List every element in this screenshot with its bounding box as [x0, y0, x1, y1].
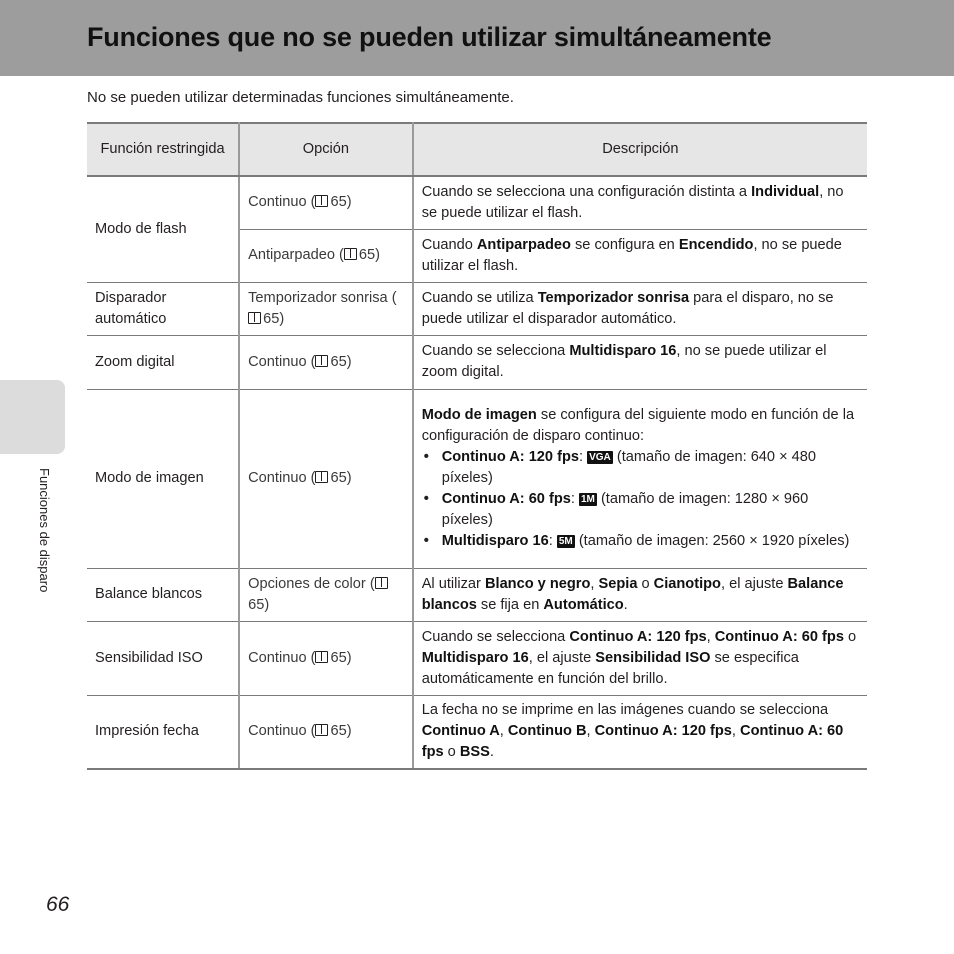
bullet-text: (tamaño de imagen: 640 × 480 píxeles): [441, 449, 817, 486]
desc-text: La fecha no se imprime en las imágenes cuando se selecciona: [421, 702, 829, 719]
bullet-text: (tamaño de imagen: 2560 × 1920 píxeles): [574, 533, 850, 549]
desc-text: o: [443, 744, 460, 761]
table-row: [87, 389, 867, 568]
desc-bold: Cianotipo: [653, 575, 721, 592]
desc-bold: Encendido: [678, 236, 754, 253]
section-tab: [0, 380, 65, 454]
desc-text: .: [489, 744, 494, 761]
description-cell: [413, 621, 867, 695]
desc-text: ,: [499, 723, 508, 740]
desc-text: , no se puede utilizar el zoom digital.: [421, 343, 827, 380]
page-reference-icon: [315, 651, 328, 663]
description-cell: [413, 389, 867, 568]
page-reference-icon: [315, 724, 328, 736]
function-cell: Modo de flash: [87, 176, 239, 282]
desc-bold: Sepia: [598, 575, 638, 592]
desc-bold: Individual: [751, 183, 820, 200]
image-size-vga-icon: VGA: [589, 452, 611, 463]
desc-text: para el disparo, no se puede utilizar el disparador automático.: [421, 289, 834, 327]
desc-text: se configura en: [570, 236, 679, 253]
description-cell: [413, 568, 867, 621]
table-row: [87, 621, 867, 695]
desc-bold: Continuo A: 120 fps: [569, 628, 707, 645]
desc-bold: Balance blancos: [421, 575, 844, 613]
bullet-sep: :: [579, 449, 588, 465]
option-cell: [239, 176, 413, 229]
option-cell: [239, 229, 413, 282]
option-cell: [239, 335, 413, 389]
desc-text: Cuando se utiliza: [421, 289, 538, 306]
desc-bold: Continuo A: 120 fps: [594, 723, 732, 740]
option-text: Continuo (: [248, 194, 316, 211]
description-cell: [413, 176, 867, 229]
table-row: [87, 176, 867, 229]
desc-text: ,: [731, 723, 741, 740]
page-reference-icon: [248, 312, 261, 324]
bullet-sep: :: [548, 533, 557, 549]
image-size-list: [422, 447, 859, 552]
option-cell: [239, 389, 413, 568]
function-cell: Sensibilidad ISO: [87, 621, 239, 695]
option-text: Opciones de color (: [248, 575, 375, 592]
function-cell: Disparador automático: [87, 282, 239, 335]
desc-text: .: [623, 596, 628, 613]
desc-text: ,: [706, 628, 715, 645]
desc-text: se especifica automáticamente en función del brillo.: [421, 649, 799, 687]
page-reference: 65): [330, 353, 352, 370]
desc-text: Cuando se selecciona: [421, 343, 570, 359]
header-description: Descripción: [413, 123, 867, 176]
desc-text: ,: [586, 723, 595, 740]
table-row: [87, 568, 867, 621]
option-text: Antiparpadeo (: [248, 247, 344, 263]
desc-bold: Continuo A: [421, 723, 500, 740]
option-cell: [239, 621, 413, 695]
option-text: Continuo (: [248, 723, 316, 740]
page-reference-icon: [315, 471, 328, 483]
page-reference-icon: [344, 248, 357, 260]
desc-bold: Sensibilidad ISO: [595, 649, 711, 666]
description-cell: [413, 229, 867, 282]
desc-bold: Temporizador sonrisa: [537, 289, 690, 306]
option-text: Temporizador sonrisa (: [248, 289, 397, 306]
function-cell: Impresión fecha: [87, 695, 239, 769]
desc-bold: Blanco y negro: [484, 575, 591, 592]
desc-text: ,: [590, 575, 599, 592]
image-size-5m-icon: 5M: [558, 536, 573, 547]
table-row: [87, 282, 867, 335]
header-function: Función restringida: [87, 123, 239, 176]
function-cell: Balance blancos: [87, 568, 239, 621]
intro-text: No se pueden utilizar determinadas funciones simultáneamente.: [87, 89, 514, 106]
desc-bold: Multidisparo 16: [569, 343, 677, 359]
desc-bold: Automático: [543, 596, 624, 613]
bullet-label: Multidisparo 16: [441, 533, 549, 549]
bullet-text: (tamaño de imagen: 1280 × 960 píxeles): [441, 491, 809, 528]
page-reference-icon: [375, 577, 388, 589]
function-cell: Zoom digital: [87, 335, 239, 389]
desc-text: , no se puede utilizar el flash.: [421, 236, 842, 274]
desc-bold: Modo de imagen: [421, 407, 537, 423]
desc-bold: Multidisparo 16: [421, 649, 529, 666]
page-reference-icon: [315, 355, 328, 367]
list-item: [442, 489, 859, 531]
page-number: 66: [46, 893, 70, 916]
description-cell: [413, 282, 867, 335]
desc-text: o: [637, 575, 654, 592]
page-reference: 65): [263, 310, 285, 327]
description-cell: [413, 695, 867, 769]
bullet-label: Continuo A: 60 fps: [441, 491, 571, 507]
desc-text: Cuando: [421, 236, 477, 253]
desc-text: , el ajuste: [720, 575, 788, 592]
bullet-sep: :: [570, 491, 579, 507]
page-title: Funciones que no se pueden utilizar simultáneamente: [87, 22, 772, 52]
page-reference: 65): [330, 194, 352, 211]
option-text: Continuo (: [248, 353, 316, 370]
desc-bold: Continuo B: [507, 723, 587, 740]
page-reference: 65): [248, 596, 270, 613]
option-cell: [239, 568, 413, 621]
option-cell: [239, 695, 413, 769]
page-reference: 65): [330, 649, 352, 666]
desc-text: Cuando se selecciona una configuración distinta a: [421, 183, 752, 200]
section-label: Funciones de disparo: [37, 468, 52, 593]
desc-text: se configura del siguiente modo en función de la configuración de disparo continuo:: [421, 407, 855, 444]
page-reference-icon: [315, 195, 328, 207]
table-row: [87, 695, 867, 769]
desc-text: , no se puede utilizar el flash.: [421, 183, 844, 221]
desc-text: , el ajuste: [528, 649, 596, 666]
page-reference: 65): [330, 723, 352, 740]
image-size-1m-icon: 1M: [580, 494, 595, 505]
desc-text: o: [843, 628, 857, 645]
desc-bold: Antiparpadeo: [476, 236, 571, 253]
header-option: Opción: [239, 123, 413, 176]
description-cell: [413, 335, 867, 389]
page-reference: 65): [330, 470, 352, 486]
page-reference: 65): [358, 247, 380, 263]
function-cell: Modo de imagen: [87, 389, 239, 568]
list-item: [442, 447, 859, 489]
option-text: Continuo (: [248, 470, 316, 486]
desc-text: se fija en: [476, 596, 544, 613]
bullet-label: Continuo A: 120 fps: [441, 449, 579, 465]
restricted-functions-table: [87, 122, 867, 770]
desc-bold: Continuo A: 60 fps: [714, 628, 844, 645]
option-text: Continuo (: [248, 649, 316, 666]
option-cell: [239, 282, 413, 335]
table-header-row: [87, 123, 867, 176]
list-item: [442, 531, 859, 552]
desc-bold: BSS: [459, 744, 490, 761]
table-row: [87, 335, 867, 389]
desc-text: Al utilizar: [421, 575, 485, 592]
desc-text: Cuando se selecciona: [421, 628, 570, 645]
desc-bold: Continuo A: 60 fps: [421, 723, 844, 761]
